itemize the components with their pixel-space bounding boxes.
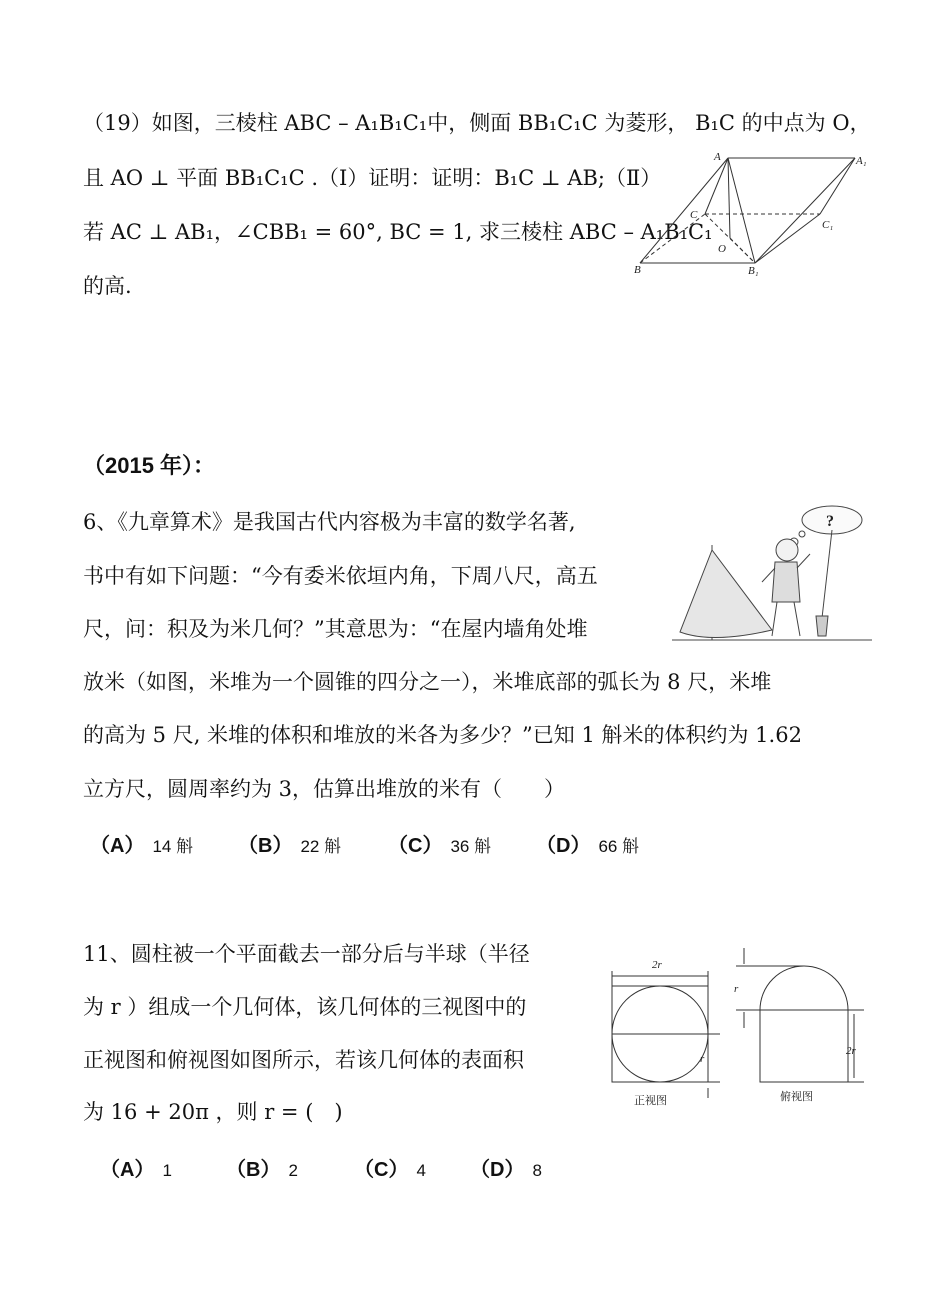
front-r-label: r: [700, 1053, 705, 1065]
q19-line-4: 的高.: [83, 274, 132, 298]
label-C: C: [690, 209, 698, 221]
q11-option-d: （D） 8: [470, 1159, 542, 1181]
label-A1: A₁: [856, 155, 867, 167]
label-O: O: [718, 243, 726, 255]
q19-line-3: 若 AC ⊥ AB₁，∠CBB₁ = 60°, BC = 1, 求三棱柱 ABC – A₁B₁C₁: [83, 220, 713, 244]
label-B: B: [634, 264, 641, 276]
q6-option-c: （C） 36 斛: [388, 835, 492, 857]
year-header: （2015 年）：: [83, 453, 216, 478]
label-C1: C₁: [822, 219, 834, 231]
q19-line-2: 且 AO ⊥ 平面 BB₁C₁C .（Ⅰ）证明：证明：B₁C ⊥ AB;（Ⅱ）: [83, 166, 662, 190]
q6-line-1: 6、《九章算术》是我国古代内容极为丰富的数学名著,: [83, 510, 576, 534]
q6-line-3: 尺，问：积及为米几何？”其意思为：“在屋内墙角处堆: [83, 617, 588, 641]
q11-line-1: 11、圆柱被一个平面截去一部分后与半球（半径: [83, 942, 530, 966]
q6-option-d: （D） 66 斛: [536, 835, 640, 857]
label-B1: B₁: [748, 265, 759, 277]
top-r-label: r: [734, 983, 739, 995]
q11-option-a: （A） 1: [100, 1159, 172, 1181]
q11-option-c: （C） 4: [354, 1159, 426, 1181]
q19-line-1: （19）如图，三棱柱 ABC – A₁B₁C₁中，侧面 BB₁C₁C 为菱形， B₁C 的中点为 O，: [83, 111, 871, 135]
front-width-label: 2r: [652, 959, 662, 971]
q6-line-6: 立方尺，圆周率约为 3，估算出堆放的米有（ ）: [83, 777, 566, 801]
rice-pile-figure: [672, 490, 872, 650]
q6-line-2: 书中有如下问题：“今有委米依垣内角，下周八尺，高五: [83, 564, 598, 588]
front-view-caption: 正视图: [634, 1094, 667, 1107]
q6-line-4: 放米（如图，米堆为一个圆锥的四分之一），米堆底部的弧长为 8 尺，米堆: [83, 670, 772, 694]
three-view-figure: [600, 938, 868, 1110]
q6-option-a: （A） 14 斛: [90, 835, 194, 857]
top-height-label: 2r: [846, 1045, 856, 1057]
q6-line-5: 的高为 5 尺, 米堆的体积和堆放的米各为多少？”已知 1 斛米的体积约为 1.62: [83, 723, 802, 747]
q11-line-3: 正视图和俯视图如图所示，若该几何体的表面积: [83, 1048, 524, 1072]
top-view-caption: 俯视图: [780, 1090, 813, 1103]
q6-option-b: （B） 22 斛: [238, 835, 342, 857]
thought-question-mark: ?: [826, 513, 834, 530]
q11-option-b: （B） 2: [226, 1159, 298, 1181]
q11-line-2: 为 r ）组成一个几何体，该几何体的三视图中的: [83, 995, 527, 1019]
label-A: A: [714, 151, 721, 163]
q11-line-4: 为 16 + 20π ，则 r = ( ): [83, 1100, 343, 1124]
prism-figure: [630, 148, 870, 278]
